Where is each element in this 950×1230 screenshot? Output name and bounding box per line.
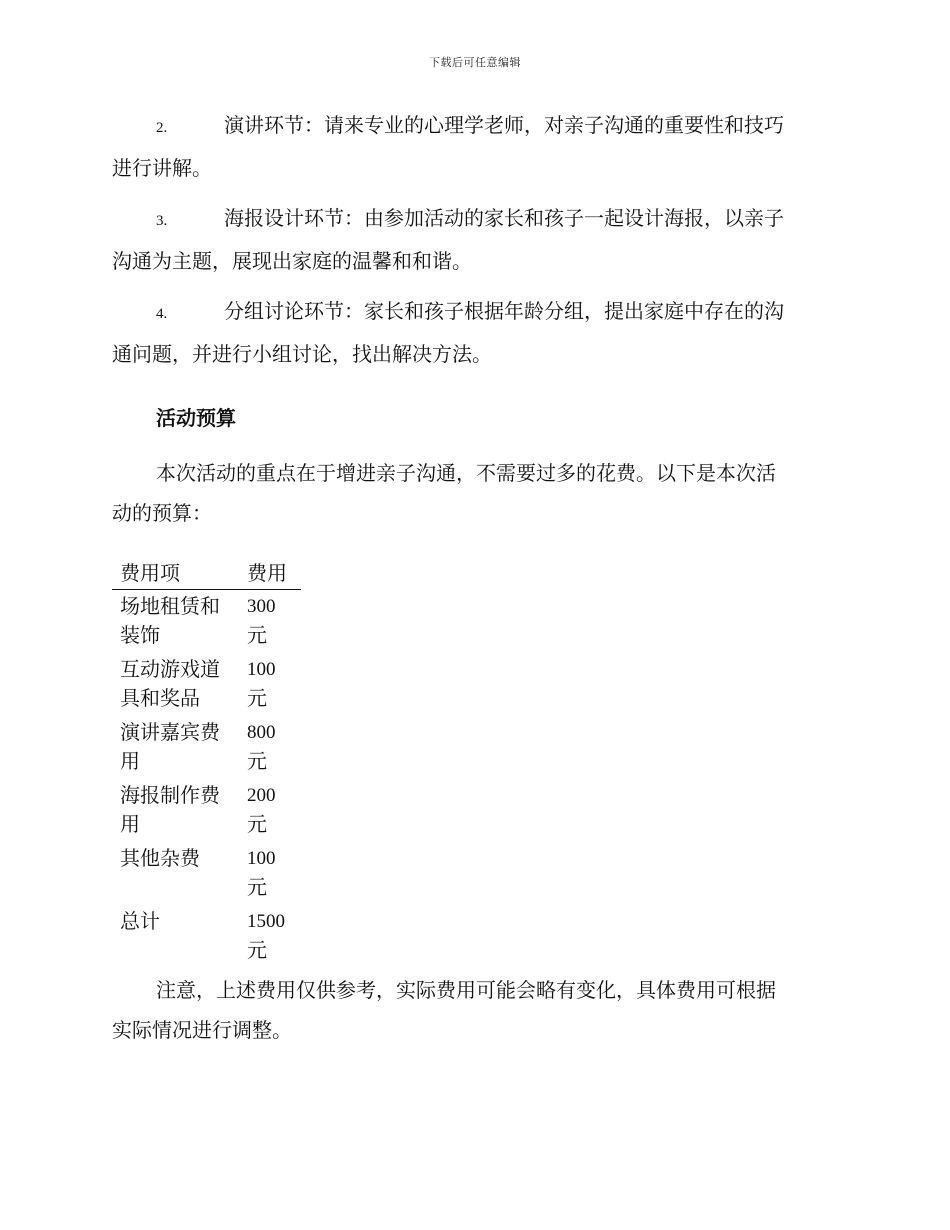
cell-cost [239, 842, 301, 905]
cost-unit: 元 [247, 812, 267, 836]
cost-unit: 元 [247, 749, 267, 773]
step-text-line2: 通问题，并进行小组讨论，找出解决方法。 [112, 342, 492, 366]
step-number: 3. [156, 213, 168, 229]
step-text-line2: 进行讲解。 [112, 156, 212, 180]
table-row-total [112, 905, 301, 968]
cell-cost [239, 653, 301, 716]
step-item-4 [112, 291, 832, 374]
note-line1: 注意，上述费用仅供参考，实际费用可能会略有变化，具体费用可根据 [156, 978, 776, 1002]
step-number: 4. [156, 306, 168, 322]
column-header-cost: 费用 [239, 557, 301, 590]
item-line1: 其他杂费 [120, 846, 200, 870]
steps-list [112, 105, 832, 384]
step-text-line1: 演讲环节：请来专业的心理学老师，对亲子沟通的重要性和技巧 [224, 113, 784, 137]
cost-amount: 200 [247, 785, 276, 806]
item-line2: 具和奖品 [120, 686, 200, 710]
item-line1: 海报制作费 [120, 783, 220, 807]
table-row [112, 779, 301, 842]
cost-amount: 100 [247, 848, 276, 869]
cell-item [112, 590, 239, 654]
budget-heading-block [112, 398, 832, 438]
cell-item [112, 653, 239, 716]
budget-table [112, 557, 301, 968]
item-line1: 总计 [120, 909, 160, 933]
cell-cost [239, 905, 301, 968]
section-heading: 活动预算 [156, 406, 236, 430]
budget-intro-line2: 动的预算： [112, 501, 212, 525]
cell-cost [239, 779, 301, 842]
cell-item [112, 842, 239, 905]
cell-item [112, 716, 239, 779]
cost-unit: 元 [247, 686, 267, 710]
cost-unit: 元 [247, 938, 267, 962]
note-line2: 实际情况进行调整。 [112, 1018, 292, 1042]
cell-cost [239, 716, 301, 779]
table-row [112, 653, 301, 716]
cost-amount: 300 [247, 596, 276, 617]
step-item-2 [112, 105, 832, 188]
table-header-row [112, 557, 301, 590]
table-row [112, 716, 301, 779]
item-line1: 场地租赁和 [120, 594, 220, 618]
column-header-item: 费用项 [112, 557, 239, 590]
page-header: 下载后可任意编辑 [429, 56, 521, 69]
item-line2: 用 [120, 749, 140, 773]
step-item-3 [112, 198, 832, 281]
step-text-line1: 分组讨论环节：家长和孩子根据年龄分组，提出家庭中存在的沟 [224, 299, 784, 323]
cell-item [112, 779, 239, 842]
step-text-line2: 沟通为主题，展现出家庭的温馨和和谐。 [112, 249, 472, 273]
cost-unit: 元 [247, 623, 267, 647]
budget-intro [112, 453, 832, 533]
table-row [112, 590, 301, 654]
cell-item [112, 905, 239, 968]
item-line2: 装饰 [120, 623, 160, 647]
cost-amount: 800 [247, 722, 276, 743]
step-text-line1: 海报设计环节：由参加活动的家长和孩子一起设计海报，以亲子 [224, 206, 784, 230]
cell-cost [239, 590, 301, 654]
item-line1: 演讲嘉宾费 [120, 720, 220, 744]
item-line2: 用 [120, 812, 140, 836]
cost-unit: 元 [247, 875, 267, 899]
cost-amount: 1500 [247, 911, 285, 932]
note-paragraph [112, 970, 832, 1050]
step-number: 2. [156, 120, 168, 136]
table-row [112, 842, 301, 905]
item-line1: 互动游戏道 [120, 657, 220, 681]
cost-amount: 100 [247, 659, 276, 680]
budget-intro-line1: 本次活动的重点在于增进亲子沟通，不需要过多的花费。以下是本次活 [156, 461, 776, 485]
